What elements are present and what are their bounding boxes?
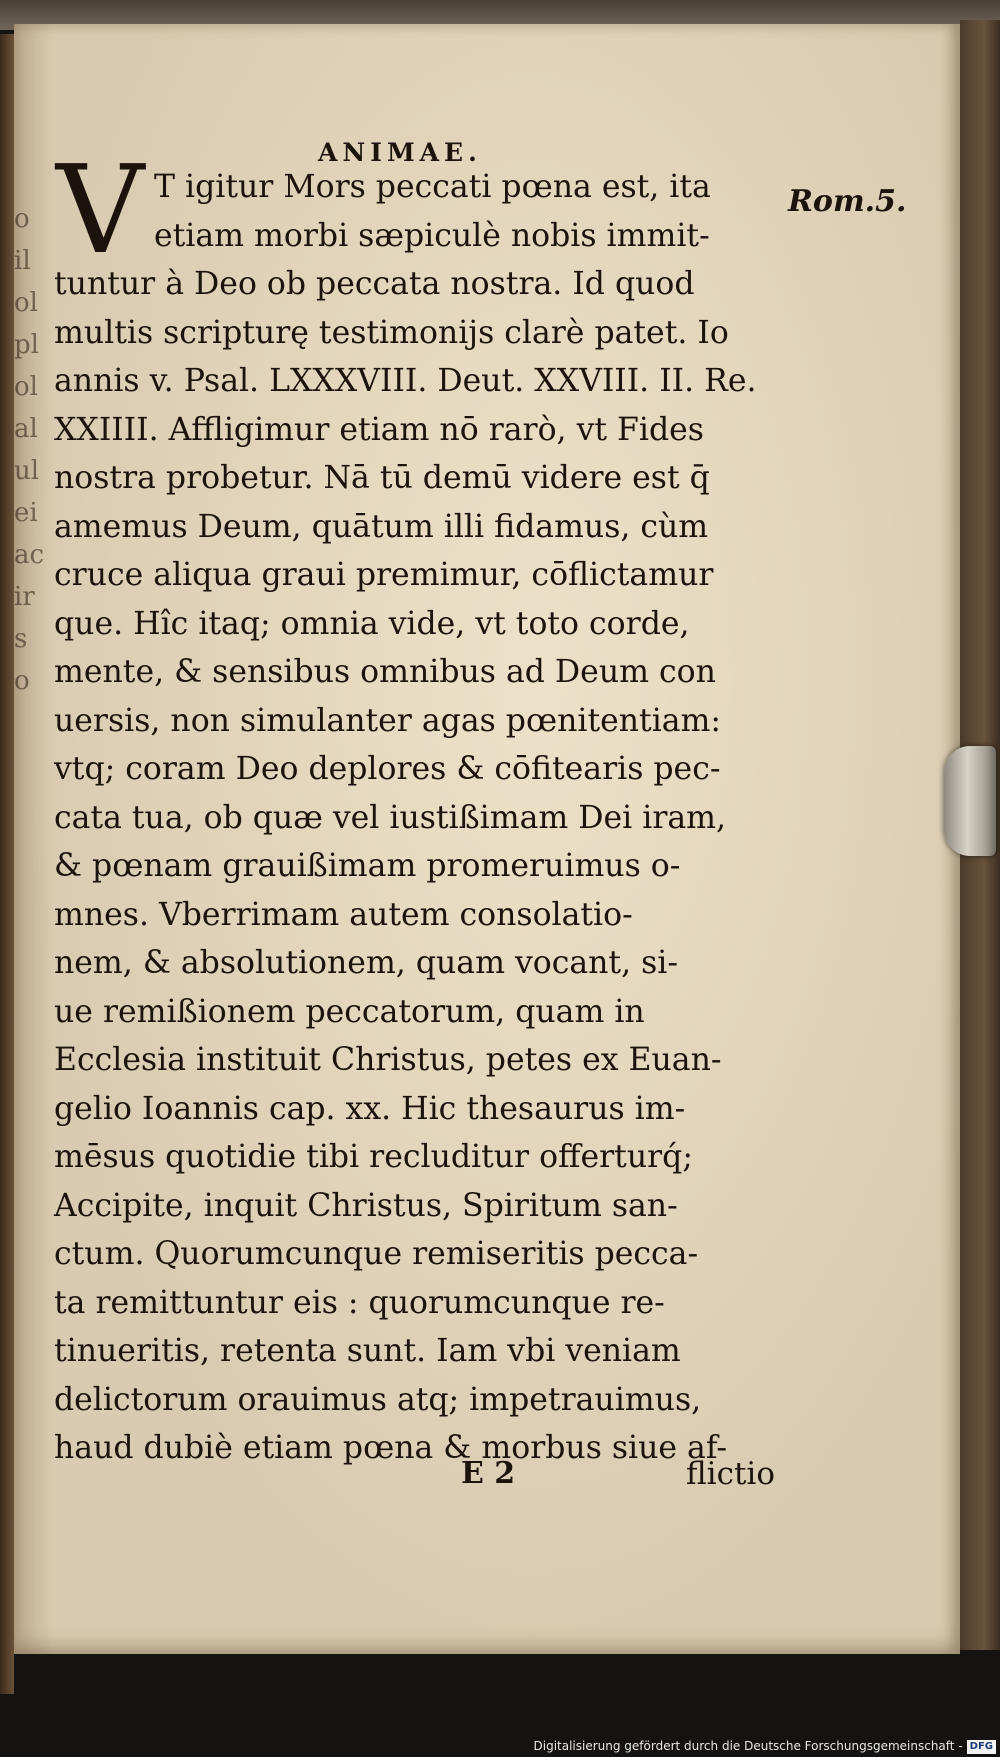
text-line: amemus Deum, quātum illi fidamus, cùm xyxy=(54,508,709,545)
bleed-fragment: al xyxy=(14,414,38,444)
text-line: multis scripturę testimonijs clarè patet. Io xyxy=(54,314,729,351)
bleed-fragment: ol xyxy=(14,372,38,402)
previous-page-bleed xyxy=(14,199,45,809)
running-head: ANIMAE. xyxy=(318,138,482,167)
bleed-fragment: ul xyxy=(14,456,40,486)
text-line: ta remittuntur eis : quorumcunque re- xyxy=(54,1284,665,1321)
text-line: delictorum orauimus atq; impetrauimus, xyxy=(54,1381,702,1418)
book-left-edge xyxy=(0,34,14,1694)
text-line: cata tua, ob quæ vel iustißimam Dei iram, xyxy=(54,799,727,836)
text-line: mnes. Vberrimam autem consolatio- xyxy=(54,896,633,933)
bleed-fragment: ol xyxy=(14,288,38,318)
book-page xyxy=(14,24,960,1654)
bleed-fragment: ir xyxy=(14,582,35,612)
text-line: Accipite, inquit Christus, Spiritum san- xyxy=(54,1187,678,1224)
text-line: T igitur Mors peccati pœna est, ita xyxy=(154,169,711,205)
text-line: tinueritis, retenta sunt. Iam vbi veniam xyxy=(54,1333,681,1369)
bleed-fragment: il xyxy=(14,246,31,276)
marginal-note: Rom.5. xyxy=(788,184,907,219)
text-line: & pœnam grauißimam promeruimus o- xyxy=(54,848,681,884)
decorated-initial: V xyxy=(55,139,145,281)
body-text xyxy=(54,163,799,1473)
text-line: ctum. Quorumcunque remiseritis pecca- xyxy=(54,1236,699,1272)
text-line: nostra probetur. Nā tū demū videre est q̄ xyxy=(54,460,710,496)
bleed-fragment: s xyxy=(14,624,28,654)
text-line: tuntur à Deo ob peccata nostra. Id quod xyxy=(54,266,695,302)
text-line: gelio Ioannis cap. xx. Hic thesaurus im- xyxy=(54,1090,686,1127)
dfg-logo: DFG xyxy=(967,1740,996,1754)
text-line: cruce aliqua graui premimur, cōflictamur xyxy=(54,557,714,593)
text-line: que. Hîc itaq; omnia vide, vt toto corde, xyxy=(54,605,690,642)
text-line: annis v. Psal. LXXXVIII. Deut. XXVIII. II. Re. xyxy=(54,363,757,399)
bleed-fragment: ac xyxy=(14,540,45,570)
text-line: haud dubiè etiam pœna & morbus siue af- xyxy=(54,1430,728,1466)
text-line: Ecclesia instituit Christus, petes ex Euan- xyxy=(54,1042,722,1078)
text-line: etiam morbi sæpiculè nobis immit- xyxy=(154,217,710,254)
text-line: ue remißionem peccatorum, quam in xyxy=(54,993,645,1030)
text-line: XXIIII. Affligimur etiam nō rarò, vt Fides xyxy=(54,411,704,448)
page-foot xyxy=(14,1456,960,1506)
funding-credit xyxy=(534,1737,997,1755)
text-line: mēsus quotidie tibi recluditur offerturq́; xyxy=(54,1139,693,1175)
text-line: nem, & absolutionem, quam vocant, si- xyxy=(54,945,678,981)
signature-mark: E 2 xyxy=(461,1456,516,1491)
funding-credit-text: Digitalisierung gefördert durch die Deutsche Forschungsgemeinschaft - xyxy=(533,1739,963,1753)
text-line: mente, & sensibus omnibus ad Deum con xyxy=(54,654,716,690)
text-line: uersis, non simulanter agas pœnitentiam: xyxy=(54,702,722,739)
catchword: flictio xyxy=(686,1456,775,1492)
bleed-fragment: pl xyxy=(14,330,39,360)
bleed-fragment: o xyxy=(14,666,30,696)
bleed-fragment: o xyxy=(14,204,30,234)
bleed-fragment: ei xyxy=(14,498,38,528)
text-line: vtq; coram Deo deplores & cōfitearis pec- xyxy=(54,751,721,787)
book-clasp xyxy=(944,746,996,856)
